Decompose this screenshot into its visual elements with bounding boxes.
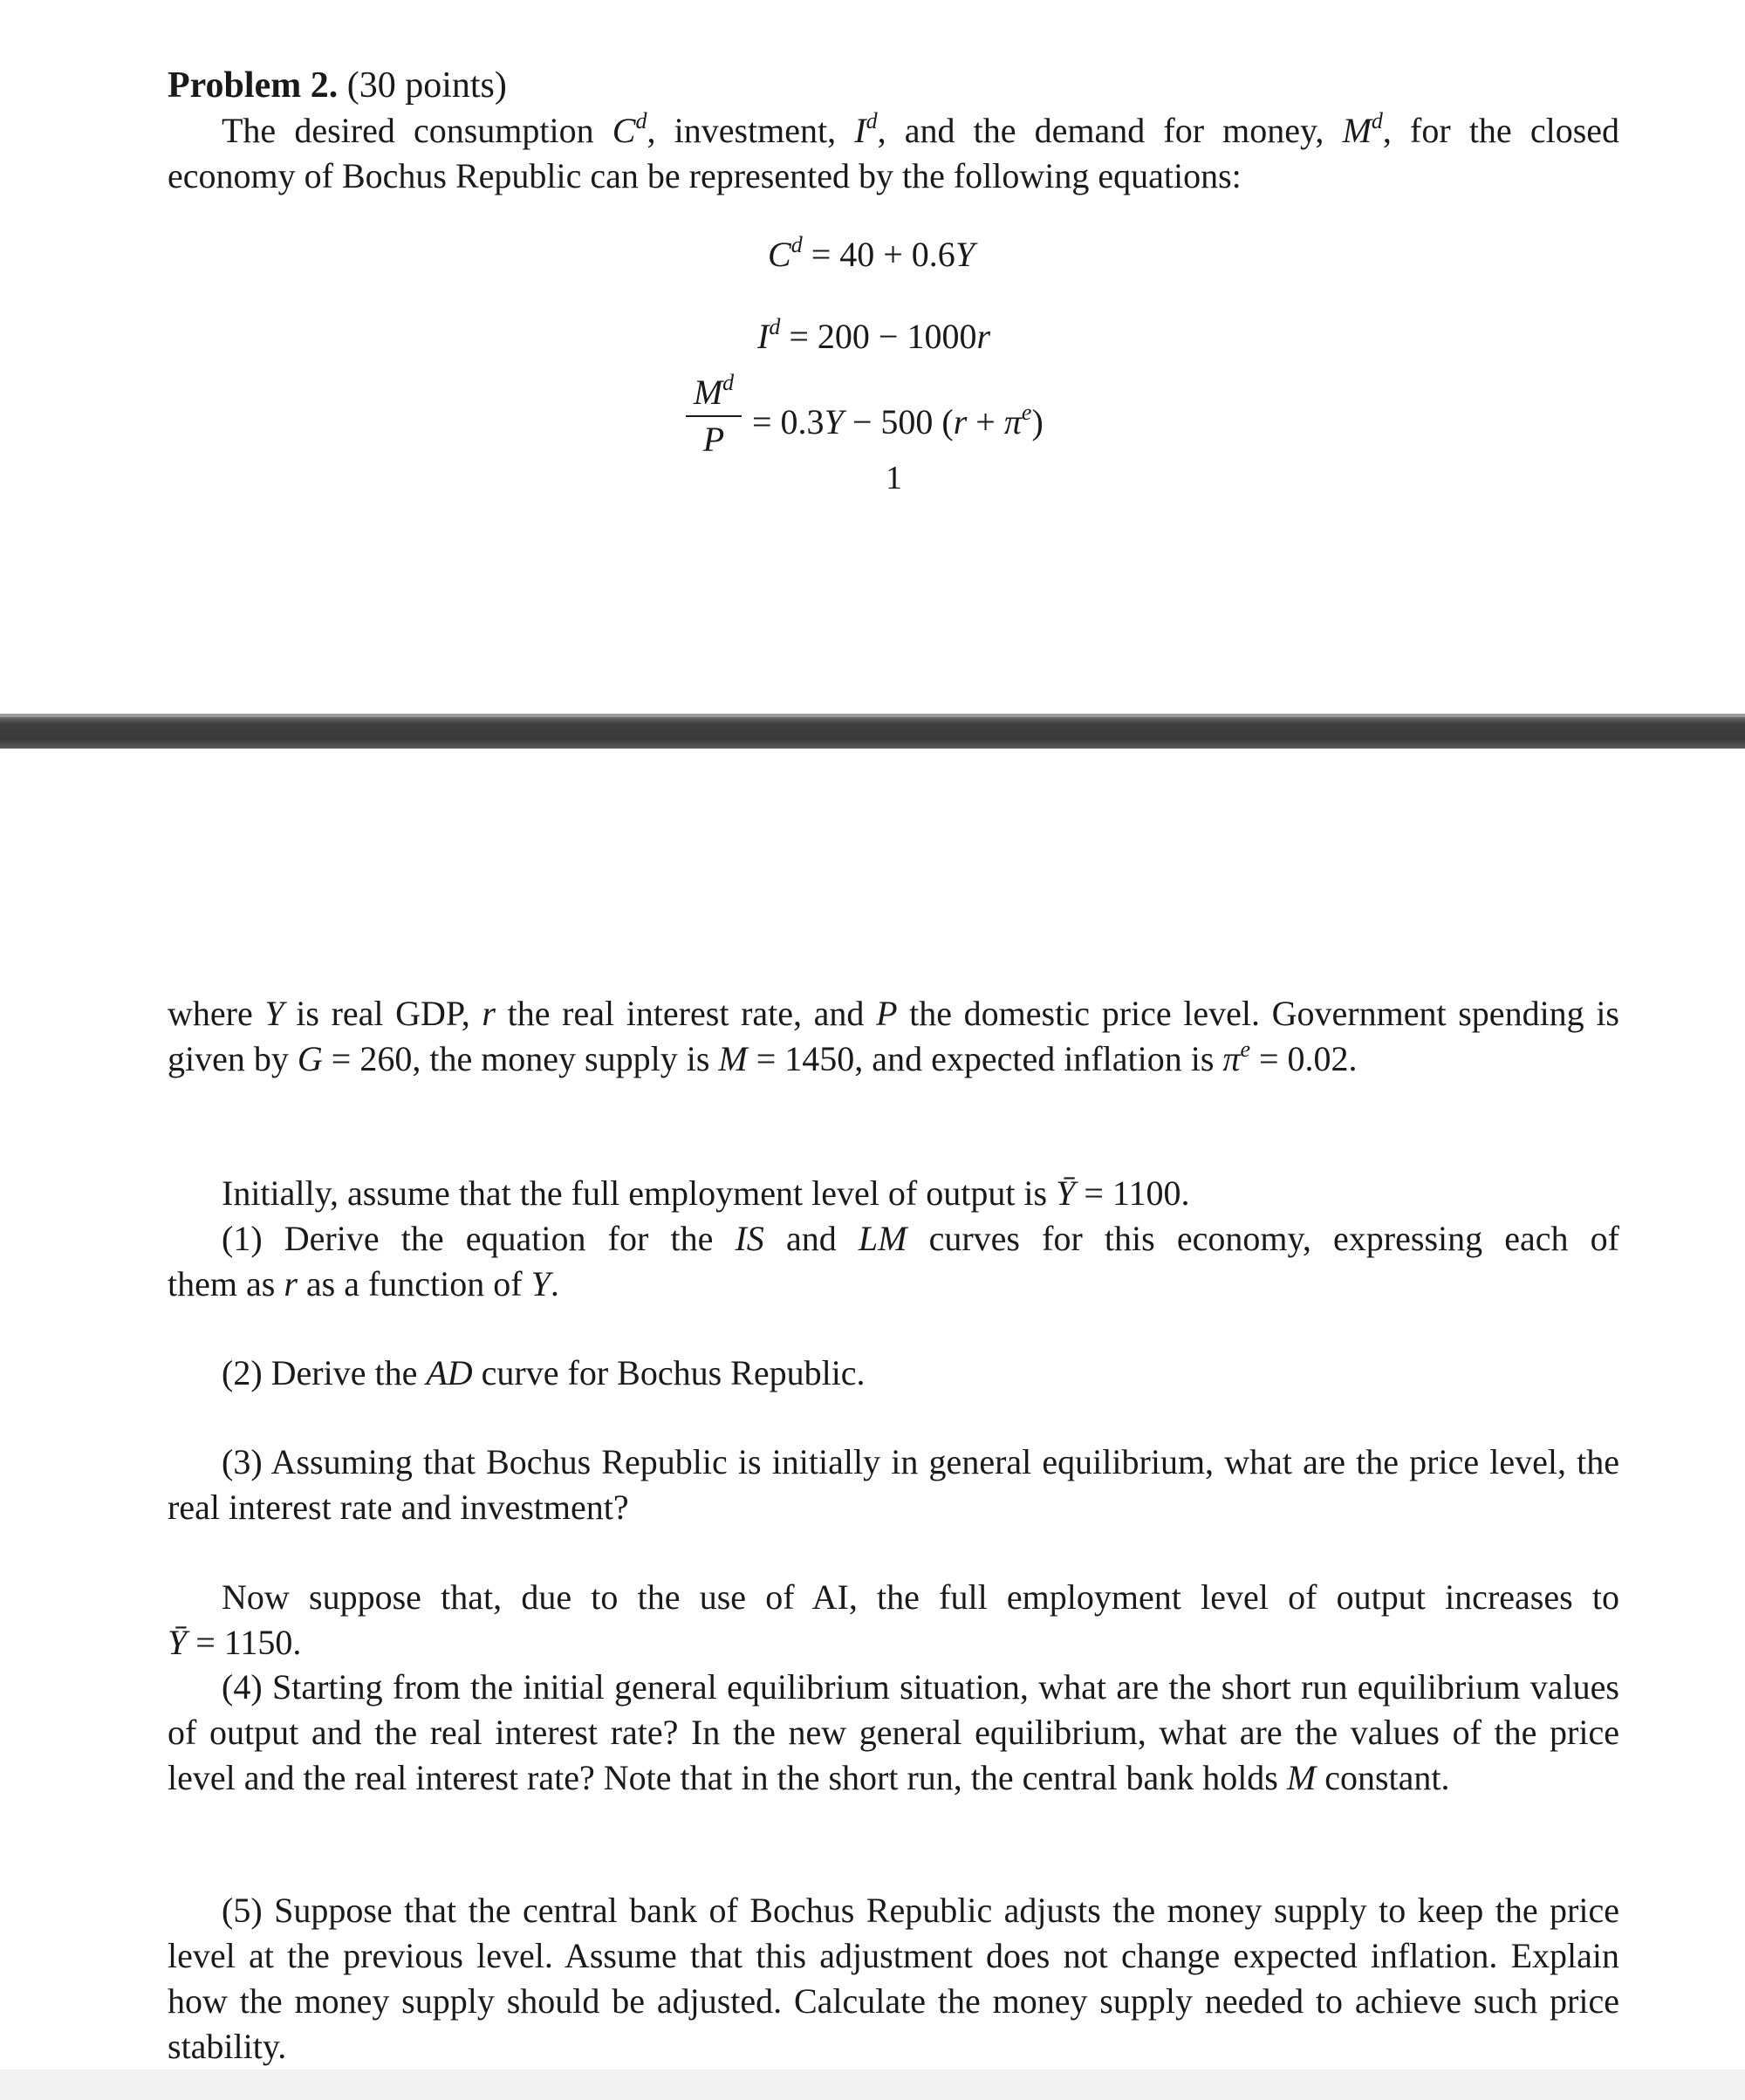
fraction-bar xyxy=(686,415,742,417)
question-3: (3) Assuming that Bochus Republic is initially in general equilibrium, what are the price level, the real interest rate and investment? xyxy=(168,1442,1619,1527)
question-4: (4) Starting from the initial general equilibrium situation, what are the short run equilibrium values of output and the real interest rate? In the new general equilibrium, what are the values of the price level and the real interest rate? Note that in the short run, the central bank holds M constant. xyxy=(168,1667,1619,1797)
question-1-line-1: (1) Derive the equation for the IS and LM curves for this economy, expressing each of xyxy=(222,1219,1620,1258)
initial-assumption: Initially, assume that the full employment level of output is Ȳ = 1100. xyxy=(222,1173,1190,1213)
question-1-line-2: them as r as a function of Y. xyxy=(168,1264,559,1303)
question-5: (5) Suppose that the central bank of Bochus Republic adjusts the money supply to keep the price level at the previous level. Assume that this adjustment does not change expected inflation. Explain how the money supply should be adjusted. Calculate the money supply needed to achieve such price stability. xyxy=(168,1891,1619,2066)
definitions-paragraph: where Y is real GDP, r the real interest rate, and P the domestic price level. Government spending is given by G = 260, the money supply is M = 1450, and expected inflation is $\pi^e = 0.02$. xyxy=(168,994,1619,1078)
page-divider xyxy=(0,717,1745,749)
problem-heading xyxy=(168,61,507,110)
problem-points: (30 points) xyxy=(346,65,507,106)
footer-band xyxy=(0,2069,1745,2100)
money-demand-equation: = 0.3Y − 500 $(r + \pi^e)$ xyxy=(752,399,1044,441)
problem-number: Problem 2. xyxy=(168,65,339,106)
shock-line-2: Ȳ = 1150. xyxy=(168,1623,302,1662)
shock-line-1: Now suppose that, due to the use of AI, the full employment level of output increases to xyxy=(222,1577,1619,1617)
investment-equation: $I^d = 200 - 1000r$ xyxy=(757,313,991,356)
money-demand-fraction: $M^d$ P xyxy=(686,372,742,461)
question-2: (2) Derive the AD curve for Bochus Republic. xyxy=(222,1353,866,1392)
page-number: 1 xyxy=(886,460,902,496)
consumption-equation: $C^d = 40 + 0.6Y$ xyxy=(768,231,975,274)
intro-paragraph: The desired consumption $C^d$, investment, $I^d$, and the demand for money, $M^d$, for the closed economy of Bochus Republic can be represented by the following equations: xyxy=(168,107,1620,195)
